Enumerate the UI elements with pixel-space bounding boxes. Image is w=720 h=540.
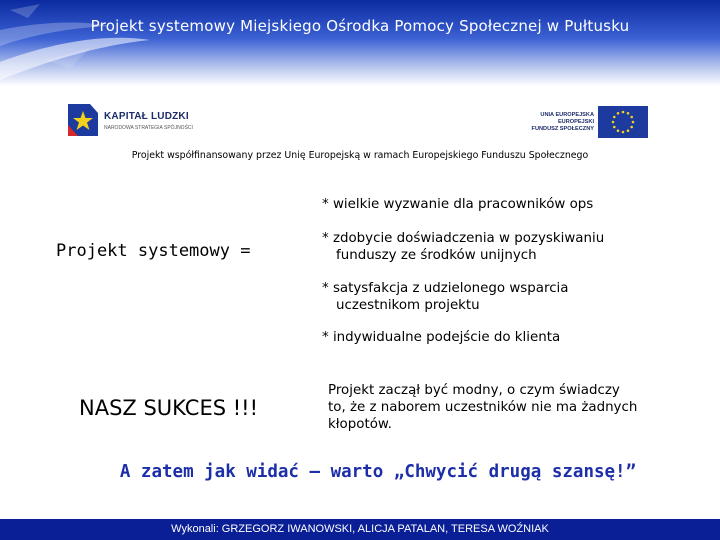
success-heading: NASZ SUKCES !!! <box>79 396 258 420</box>
success-line-1: Projekt zaczął być modny, o czym świadczy <box>328 383 620 398</box>
eu-flag-icon <box>598 106 648 138</box>
footer-bar <box>0 519 720 540</box>
bullet-item <box>322 196 593 213</box>
conclusion-text: A zatem jak widać – warto „Chwycić drugą szansę!” <box>119 462 637 482</box>
success-description <box>328 382 708 433</box>
cofinancing-note: Projekt współfinansowany przez Unię Europejską w ramach Europejskiego Funduszu Społecznego <box>131 150 589 161</box>
footer-authors: Wykonali: GRZEGORZ IWANOWSKI, ALICJA PATALAN, TERESA WOŹNIAK <box>171 523 549 535</box>
header-banner <box>0 0 720 86</box>
bullet-text: * wielkie wyzwanie dla pracowników ops <box>322 197 594 212</box>
bullet-item <box>322 280 568 314</box>
lead-heading: Projekt systemowy = <box>56 241 251 261</box>
kapital-ludzki-subtitle: NARODOWA STRATEGIA SPÓJNOŚCI <box>104 125 193 131</box>
header-title: Projekt systemowy Miejskiego Ośrodka Pomocy Społecznej w Pułtusku <box>90 17 630 35</box>
success-line-2: to, że z naborem uczestników nie ma żadnych <box>328 400 638 415</box>
bullet-text: * satysfakcja z udzielonego wsparcia <box>322 281 569 296</box>
success-line-3: kłopotów. <box>328 417 392 432</box>
bullet-item <box>322 230 604 264</box>
unia-europejska-logo <box>512 106 652 140</box>
bullet-text-continued: funduszy ze środków unijnych <box>336 248 537 263</box>
kapital-ludzki-name: KAPITAŁ LUDZKI <box>104 111 189 122</box>
bullet-text: * indywidualne podejście do klienta <box>322 330 561 345</box>
unia-line-3: FUNDUSZ SPOŁECZNY <box>531 126 594 132</box>
header-swoosh-decoration <box>0 0 720 86</box>
unia-line-2: EUROPEJSKI <box>557 119 594 125</box>
unia-line-1: UNIA EUROPEJSKA <box>540 112 594 118</box>
unia-europejska-text <box>532 112 594 133</box>
bullet-text: * zdobycie doświadczenia w pozyskiwaniu <box>322 231 605 246</box>
kapital-ludzki-star-icon <box>66 103 100 137</box>
bullet-text-continued: uczestnikom projektu <box>336 298 480 313</box>
bullet-item <box>322 329 560 346</box>
kapital-ludzki-logo <box>66 103 216 139</box>
